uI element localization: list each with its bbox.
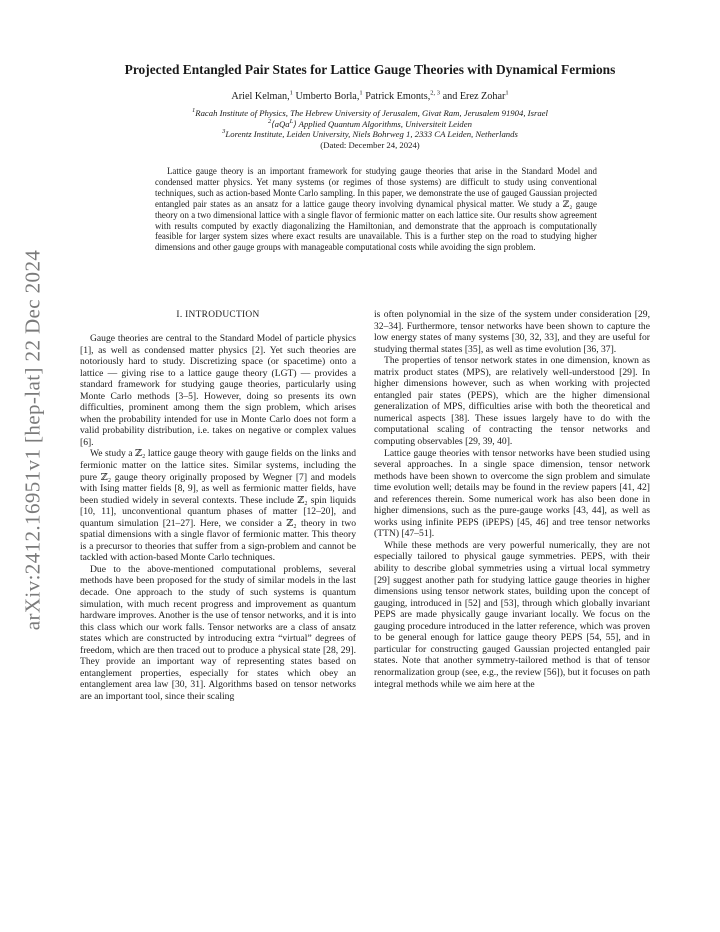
paragraph: While these methods are very powerful numerically, they are not especially tailored to physical gauge symmetries. PEPS, with their ability to describe global symmetries using a virtual local symmetry [29] suggest another path for studying lattice gauge theories in higher dimensions using tensor network states, building upon the concept of gauging, introduced in [52] and [53], through which globally invariant PEPS are made physically gauge invariant locally. We focus on the gauging procedure introduced in the latter reference, which was proven to be general enough for lattice gauge theory PEPS [54, 55], and in particular for constructing gauged Gaussian projected entangled pair states. Note that another symmetry-tailored method is that of tensor renormalization group (see, e.g., the review [56]), but it focuses on path integral methods while we aim here at the <box>374 539 650 690</box>
affiliation-1 <box>60 108 680 119</box>
date-line: (Dated: December 24, 2024) <box>320 139 420 150</box>
affiliation-text: ⟨aQa <box>271 118 290 129</box>
right-column <box>374 309 650 690</box>
paragraph: We study a ℤ₂ lattice gauge theory with gauge fields on the links and fermionic matter on the lattice sites. Similar systems, including the pure ℤ₂ gauge theory originally proposed by Wegner [7] and models with Ising matter fields [8, 9], as well as fermionic matter fields, have been studied widely in several contexts. These include ℤ₂ spin liquids [10, 11], unconventional quantum phases of matter [12–20], and quantum simulation [21–27]. Here, we consider a ℤ₂ theory in two spatial dimensions with a single flavor of fermionic matter. This theory is a precursor to theories that suffer from a sign-problem and cannot be tackled with action-based Monte Carlo techniques. <box>80 448 356 564</box>
arxiv-identifier-stamp <box>8 230 58 650</box>
affiliations <box>60 108 680 150</box>
affiliation-text: Racah Institute of Physics, The Hebrew University of Jerusalem, Givat Ram, Jerusalem 91904, Israel <box>195 108 548 118</box>
paper-title: Projected Entangled Pair States for Lattice Gauge Theories with Dynamical Fermions <box>124 62 616 77</box>
author-kelman: Ariel Kelman, <box>231 91 290 102</box>
author-affil-mark: 2, 3 <box>430 89 441 97</box>
author-affil-mark: 1 <box>505 89 509 97</box>
author-zohar: and Erez Zohar <box>440 91 506 102</box>
author-affil-mark: 1 <box>289 89 293 97</box>
paragraph: is often polynomial in the size of the system under consideration [29, 32–34]. Furthermore, tensor networks have been shown to capture the low energy states of many systems [30, 32, 33], and they are useful for studying thermal states [35], as well as time evolution [36, 37]. <box>374 309 650 355</box>
affiliation-mark: 3 <box>222 128 226 136</box>
author-borla: Umberto Borla, <box>292 91 360 102</box>
affiliation-text: ⟩ Applied Quantum Algorithms, Universiteit Leiden <box>293 118 472 129</box>
author-emonts: Patrick Emonts, <box>362 91 431 102</box>
section-heading: I. INTRODUCTION <box>176 310 260 320</box>
paragraph: Gauge theories are central to the Standard Model of particle physics [1], as well as condensed matter physics [2]. Yet such theories are notoriously hard to study. Discretizing space (or spacetime) onto a lattice — giving rise to a lattice gauge theory (LGT) — provides a standard framework for studying gauge theories, particularly using Monte Carlo methods [3–5]. However, doing so presents its own difficulties, prominent among them the sign problem, which arises when the probability intended for use in Monte Carlo does not form a valid probability distribution, i.e. takes on negative or complex values [6]. <box>80 333 356 448</box>
affiliation-3 <box>60 129 680 140</box>
paragraph: The properties of tensor network states in one dimension, known as matrix product states (MPS), are relatively well-understood [29]. In higher dimensions however, such as when working with projected entangled pair states (PEPS), which are the higher dimensional generalization of MPS, difficulties arise with both the theoretical and numerical aspects [38]. These issues largely have to do with the computational scaling of contracting the tensor networks and computing observables [29, 39, 40]. <box>374 355 650 448</box>
affiliation-mark: 1 <box>192 107 196 115</box>
paragraph: Due to the above-mentioned computational problems, several methods have been proposed for the study of similar models in the last decade. One approach to the study of such systems is quantum simulation, with much recent progress and improvement as quantum hardware improves. Another is the use of tensor networks, and it is into this class which our work falls. Tensor networks are a class of ansatz states which are constructed by introducing extra “virtual” degrees of freedom, which are then traced out to produce a physical state [28, 29]. They provide an important way of representing states based on entanglement properties, especially for states which obey an entanglement area law [30, 31]. Algorithms based on tensor networks are an important tool, since their scaling <box>80 563 356 702</box>
affiliation-mark: 2 <box>268 117 272 125</box>
author-list <box>60 91 680 102</box>
arxiv-identifier-text: arXiv:2412.16951v1 [hep-lat] 22 Dec 2024 <box>20 249 45 631</box>
abstract: Lattice gauge theory is an important framework for studying gauge theories that arise in the Standard Model and condensed matter physics. Yet many systems (or regimes of those systems) are difficult to study using conventional techniques, such as action-based Monte Carlo sampling. In this paper, we demonstrate the use of gauged Gaussian projected entangled pair states as an ansatz for a lattice gauge theory involving dynamical physical matter. We study a ℤ₂ gauge theory on a two dimensional lattice with a single flavor of fermionic matter on each lattice site. Our results show agreement with results computed by exactly diagonalizing the Hamiltonian, and demonstrate that the approach is computationally feasible for larger system sizes where exact results are unavailable. This is a further step on the road to studying higher dimensions and other gauge groups with manageable computational costs while avoiding the sign problem. <box>155 166 597 253</box>
affiliation-text: Lorentz Institute, Leiden University, Niels Bohrweg 1, 2333 CA Leiden, Netherlands <box>225 129 518 140</box>
paragraph: Lattice gauge theories with tensor networks have been studied using several approaches. In a single space dimension, tensor network methods have been shown to overcome the sign problem and simulate time evolution well; details may be found in the review papers [41, 42] and references therein. Some numerical work has also been done in higher dimensions, such as the pure-gauge works [43, 44], as well as works using infinite PEPS (iPEPS) [45, 46] and tree tensor networks (TTN) [47–51]. <box>374 447 650 540</box>
author-affil-mark: 1 <box>359 89 363 97</box>
left-column <box>80 310 356 703</box>
affiliation-superscript: L <box>289 117 294 125</box>
affiliation-2 <box>60 119 680 130</box>
